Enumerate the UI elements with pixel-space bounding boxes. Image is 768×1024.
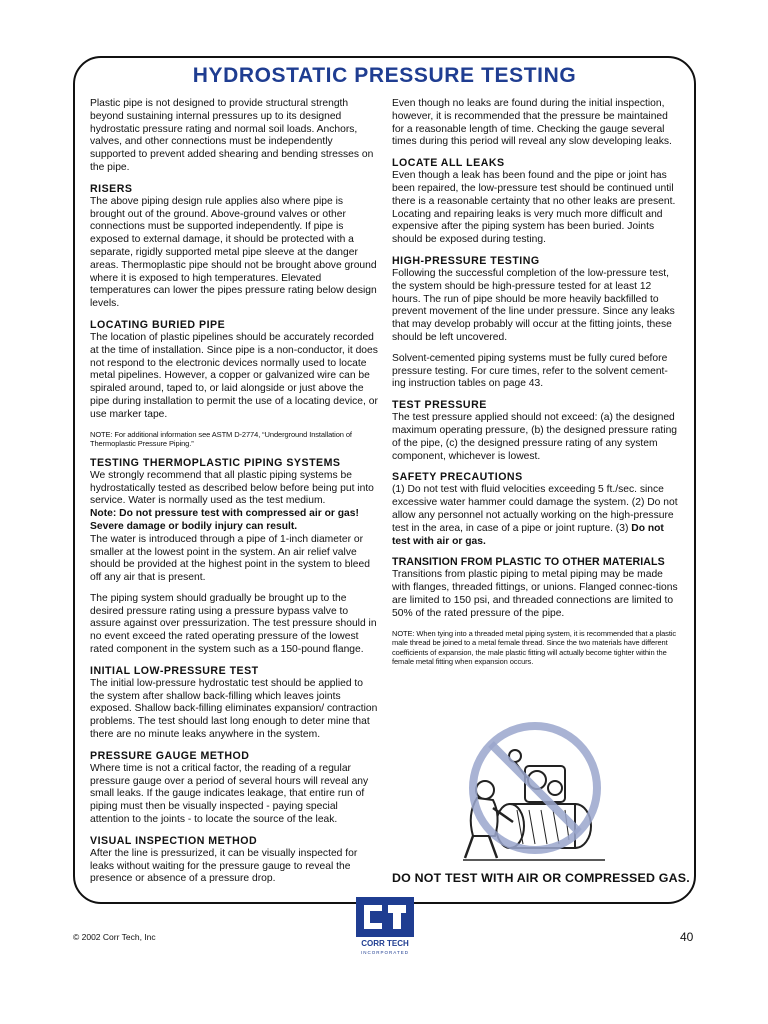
transition-heading: TRANSITION FROM PLASTIC TO OTHER MATERIALS: [392, 556, 665, 569]
corr-tech-logo: [350, 895, 420, 957]
intro-paragraph: Plastic pipe is not designed to provide structural strength beyond sustaining internal pressures up to its designed hydrostatic pressure rating and normal soil loads. Anchors, valves, and other connections must be independently supported to prevent added shearing and bending stresses on the pipe.: [90, 98, 374, 173]
initial-low-pressure-paragraph: The initial low-pressure hydrostatic test should be applied to the system after shallow back-filling which leaves joints exposed. Shallow back-filling eliminates expansion/ contraction problems. The test should last long enough to deter mine that there are no minute leaks anywhere in the system.: [90, 677, 378, 741]
testing-text: We strongly recommend that all plastic piping systems be hydrostatically tested as described below before being put into service. Water is normally used as the test medium.: [90, 469, 374, 507]
page-title: HYDROSTATIC PRESSURE TESTING: [192, 64, 577, 87]
pressure-gauge-paragraph: Where time is not a critical factor, the reading of a regular pressure gauge over a period of several hours will reveal any small leaks. If the gauge indicates leakage, that entire run of piping must then be visually inspected - paying special attention to the joints - to locate the source of the leak.: [90, 762, 369, 826]
compressed-air-warning: Note: Do not pressure test with compressed air or gas! Severe damage or bodily injury can result.: [90, 508, 359, 532]
high-pressure-paragraph: Following the successful completion of the low-pressure test, the system should be high-pressure tested for at least 12 hours. The run of pipe should be more heavily backfilled to prevent movement of the line under pressure. Since any leaks that may develop probably will occur at the fitting joints, these should be left uncovered.: [392, 267, 675, 343]
right-intro-paragraph: Even though no leaks are found during the initial inspection, however, it is recommended that the pressure be maintained for a reasonable length of time. Checking the gauge several times during this period will reveal any slow developing leaks.: [392, 98, 672, 148]
locate-leaks-paragraph: Even though a leak has been found and the pipe or joint has been repaired, the low-pressure test should be continued until there is a reasonable certainty that no other leaks are present. Locating and repairing leaks is very much more difficult and expensive after the piping system has been buried. Joints should be exposed during testing.: [392, 170, 676, 246]
left-column: [90, 98, 378, 894]
initial-low-pressure-heading: INITIAL LOW-PRESSURE TEST: [90, 664, 259, 677]
safety-warning: Do not test with air or gas.: [392, 522, 664, 547]
test-pressure-heading: TEST PRESSURE: [392, 399, 487, 412]
safety-heading: SAFETY PRECAUTIONS: [392, 471, 523, 484]
testing-heading: TESTING THERMOPLASTIC PIPING SYSTEMS: [90, 456, 341, 469]
risers-paragraph: The above piping design rule applies also where pipe is brought out of the ground. Above-ground valves or other connections must be supported independently. If pipe is exposed to external damage, it should be protected with a separate, rigidly supported metal pipe sleeve at the danger areas. Thermoplastic pipe should not be brought above ground where it is exposed to high temperatures. Elevated temperatures can lower the pipes pressure rating below design levels.: [90, 195, 377, 310]
copyright-text: © 2002 Corr Tech, Inc: [73, 932, 156, 942]
svg-text:CORR TECH: CORR TECH: [361, 939, 409, 948]
solvent-cement-paragraph: Solvent-cemented piping systems must be fully cured before pressure testing. For cure times, refer to the solvent cement-ing instruction tables on page 43.: [392, 352, 668, 390]
visual-inspection-heading: VISUAL INSPECTION METHOD: [90, 834, 258, 847]
visual-inspection-paragraph: After the line is pressurized, it can be visually inspected for leaks without waiting for the pressure gauge to reveal the presence or absence of a pressure drop.: [90, 847, 358, 885]
transition-note: NOTE: When tying into a threaded metal piping system, it is recommended that a plastic male thread be joined to a metal female thread. Since the two materials have different coefficients of expansion, the male plastic fitting will actually become tighter within the female metal fitting when expansion occurs.: [392, 628, 677, 667]
illustration-caption: DO NOT TEST WITH AIR OR COMPRESSED GAS.: [392, 871, 690, 885]
high-pressure-heading: HIGH-PRESSURE TESTING: [392, 254, 540, 267]
astm-note: NOTE: For additional information see ASTM D-2774, “Underground Installation of Thermoplastic Pressure Piping.”: [90, 429, 352, 449]
testing-paragraph-3: The piping system should gradually be brought up to the desired pressure rating using a pressure bypass valve to assure against over pressurization. The test pressure should in no event exceed the rated operating pressure of the lowest rated component in the system such as a 150-pound flange.: [90, 592, 377, 656]
pressure-gauge-heading: PRESSURE GAUGE METHOD: [90, 749, 250, 762]
page-number: 40: [680, 930, 694, 944]
safety-paragraph: [392, 484, 678, 548]
transition-paragraph: Transitions from plastic piping to metal piping may be made with flanges, threaded fittings, or unions. Flanged connec-tions are limited to 150 psi, and threaded connections are limited to 50% of the rated pressure of the pipe.: [392, 569, 678, 619]
safety-text: (1) Do not test with fluid velocities exceeding 5 ft./sec. since excessive water hammer could damage the system. (2) Do not allow any personnel not actually working on the high-pressure test in the area, in case of a pipe or joint rupture. (3): [392, 484, 678, 534]
test-pressure-paragraph: The test pressure applied should not exceed: (a) the designed maximum operating pressure, (b) the designed pressure rating of the pipe, (c) the designed pressure rating of any system component, whichever is lowest.: [392, 412, 678, 462]
locating-buried-pipe-heading: LOCATING BURIED PIPE: [90, 318, 226, 331]
locate-leaks-heading: LOCATE ALL LEAKS: [392, 157, 505, 170]
testing-paragraph: [90, 470, 378, 534]
risers-heading: RISERS: [90, 182, 133, 195]
no-air-testing-illustration: [455, 718, 615, 868]
svg-text:INCORPORATED: INCORPORATED: [361, 950, 409, 955]
right-column: [392, 98, 678, 675]
testing-paragraph-2: The water is introduced through a pipe of 1-inch diameter or smaller at the lowest point in the system. An air relief valve should be provided at the highest point in the system to bleed off any air that is present.: [90, 533, 370, 584]
locating-buried-pipe-paragraph: The location of plastic pipelines should be accurately recorded at the time of installation. Since pipe is a non-conductor, it does not respond to the electronic devices normally used to locate metal pipelines. However, a copper or galvanized wire can be spiraled around, taped to, or laid alongside or just above the pipe during installation to permit the use of a locating device, or use marker tape.: [90, 331, 378, 420]
